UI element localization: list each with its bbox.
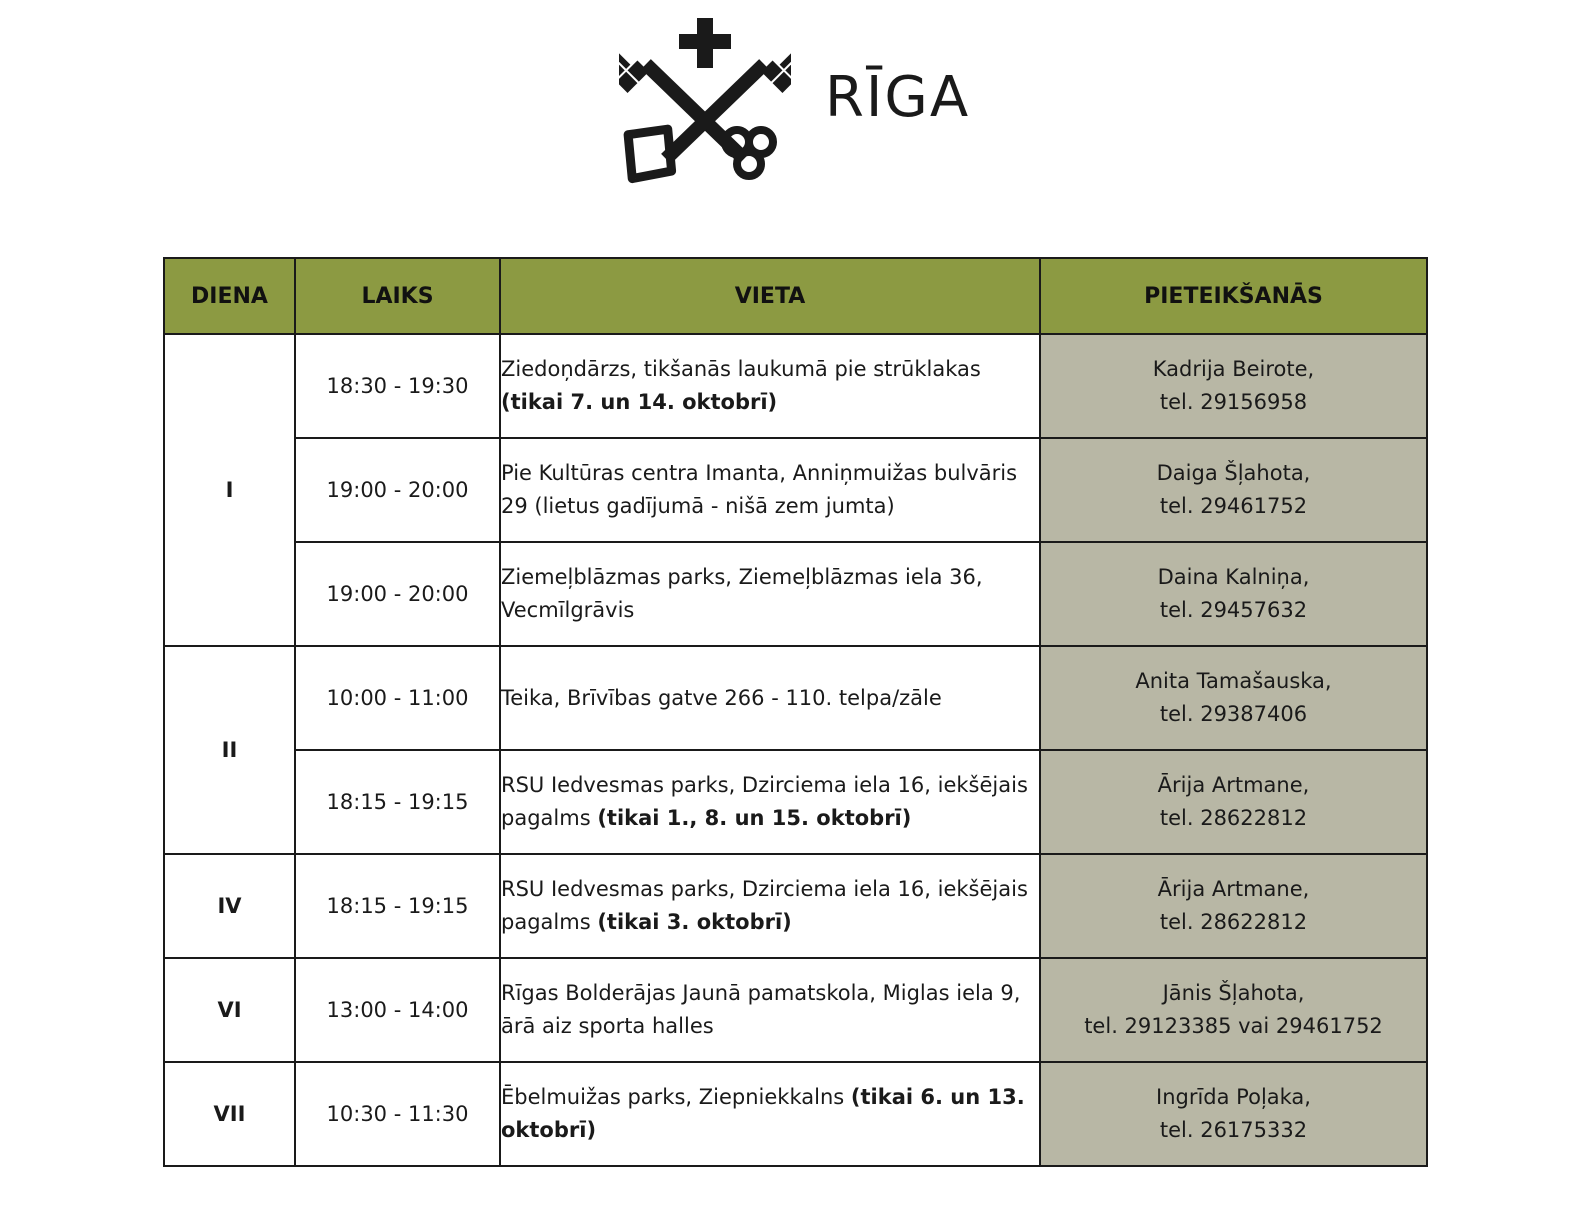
table-row: [164, 750, 1427, 854]
time-cell: 19:00 - 20:00: [295, 542, 500, 646]
contact-phone: tel. 28622812: [1159, 910, 1308, 934]
time-cell: 19:00 - 20:00: [295, 438, 500, 542]
place-cell: [500, 750, 1040, 854]
place-cell: [500, 958, 1040, 1062]
contact-phone: tel. 29387406: [1159, 702, 1308, 726]
day-cell: VII: [164, 1062, 295, 1166]
table-row: [164, 1062, 1427, 1166]
time-cell: 18:15 - 19:15: [295, 750, 500, 854]
contact-cell: [1040, 854, 1427, 958]
riga-logo: [619, 14, 979, 186]
day-cell: VI: [164, 958, 295, 1062]
place-note: (tikai 7. un 14. oktobrī): [501, 390, 778, 414]
contact-name: Jānis Šļahota,: [1162, 981, 1305, 1005]
place-text: Rīgas Bolderājas Jaunā pamatskola, Miglas iela 9, ārā aiz sporta halles: [501, 981, 1021, 1038]
contact-name: Daina Kalniņa,: [1157, 565, 1310, 589]
place-text: RSU Iedvesmas parks, Dzirciema iela 16, iekšējais pagalms: [501, 877, 1028, 934]
time-cell: 13:00 - 14:00: [295, 958, 500, 1062]
place-note: (tikai 6. un 13. oktobrī): [501, 1085, 1025, 1142]
table-row: [164, 646, 1427, 750]
contact-cell: [1040, 750, 1427, 854]
day-cell: I: [164, 334, 295, 646]
place-cell: [500, 334, 1040, 438]
contact-cell: [1040, 438, 1427, 542]
contact-name: Ārija Artmane,: [1157, 877, 1310, 901]
table-row: [164, 438, 1427, 542]
time-cell: 18:15 - 19:15: [295, 854, 500, 958]
contact-name: Anita Tamašauska,: [1135, 669, 1332, 693]
contact-phone: tel. 29156958: [1159, 390, 1308, 414]
table-row: [164, 854, 1427, 958]
header-contact: PIETEIKŠANĀS: [1040, 258, 1427, 334]
contact-cell: [1040, 646, 1427, 750]
time-cell: 10:30 - 11:30: [295, 1062, 500, 1166]
day-cell: II: [164, 646, 295, 854]
place-cell: [500, 854, 1040, 958]
contact-name: Kadrija Beirote,: [1152, 357, 1315, 381]
header-day: DIENA: [164, 258, 295, 334]
table-row: [164, 542, 1427, 646]
day-cell: IV: [164, 854, 295, 958]
contact-cell: [1040, 958, 1427, 1062]
contact-phone: tel. 29461752: [1159, 494, 1308, 518]
place-text: Ziedoņdārzs, tikšanās laukumā pie strūklakas: [501, 357, 981, 381]
contact-name: Ingrīda Poļaka,: [1156, 1085, 1311, 1109]
place-text: Pie Kultūras centra Imanta, Anniņmuižas bulvāris 29 (lietus gadījumā - nišā zem jumta): [501, 461, 1018, 518]
contact-cell: [1040, 1062, 1427, 1166]
contact-cell: [1040, 334, 1427, 438]
contact-cell: [1040, 542, 1427, 646]
contact-phone: tel. 29457632: [1159, 598, 1308, 622]
schedule-table: [163, 257, 1428, 1167]
place-note: (tikai 1., 8. un 15. oktobrī): [597, 806, 912, 830]
contact-name: Ārija Artmane,: [1157, 773, 1310, 797]
header-place: VIETA: [500, 258, 1040, 334]
place-cell: [500, 1062, 1040, 1166]
crossed-keys-emblem-icon: [619, 14, 791, 186]
logo-wordmark: RĪGA: [825, 65, 971, 130]
time-cell: 10:00 - 11:00: [295, 646, 500, 750]
table-row: [164, 958, 1427, 1062]
place-note: (tikai 3. oktobrī): [597, 910, 792, 934]
contact-phone: tel. 28622812: [1159, 806, 1308, 830]
place-cell: [500, 438, 1040, 542]
place-text: Ziemeļblāzmas parks, Ziemeļblāzmas iela 36, Vecmīlgrāvis: [501, 565, 983, 622]
contact-phone: tel. 29123385 vai 29461752: [1084, 1014, 1383, 1038]
contact-name: Daiga Šļahota,: [1156, 461, 1311, 485]
place-text: RSU Iedvesmas parks, Dzirciema iela 16, iekšējais pagalms: [501, 773, 1028, 830]
place-cell: [500, 646, 1040, 750]
header-row: [164, 258, 1427, 334]
place-text: Ēbelmuižas parks, Ziepniekkalns: [501, 1085, 845, 1109]
place-cell: [500, 542, 1040, 646]
table-row: [164, 334, 1427, 438]
place-text: Teika, Brīvības gatve 266 - 110. telpa/zāle: [501, 685, 942, 710]
contact-phone: tel. 26175332: [1159, 1118, 1308, 1142]
header-time: LAIKS: [295, 258, 500, 334]
time-cell: 18:30 - 19:30: [295, 334, 500, 438]
